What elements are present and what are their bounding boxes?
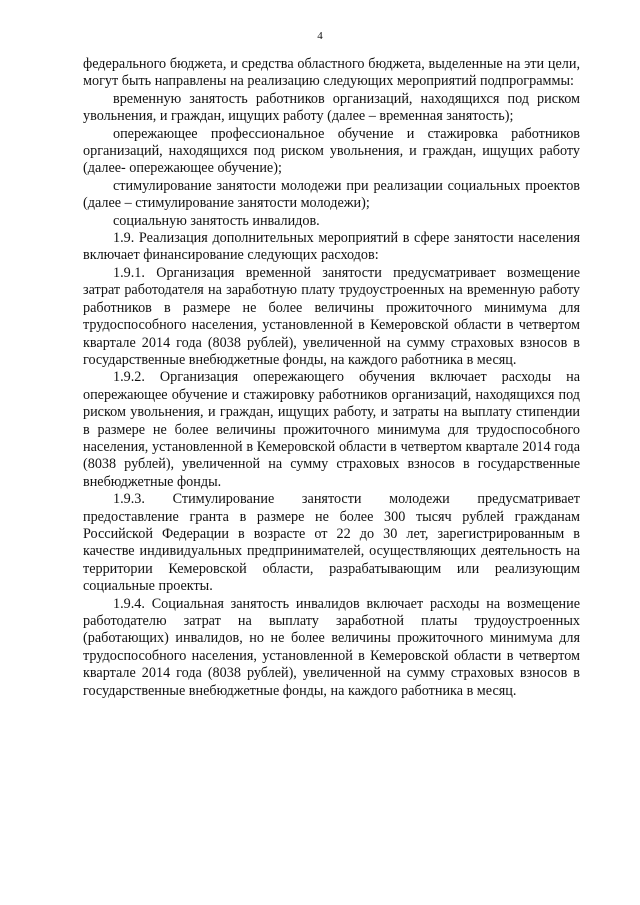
section-1-9-3: 1.9.3. Стимулирование занятости молодежи предусматривает предоставление гранта в размере не более 300 тысяч рублей гражданам Российской Федерации в возрасте от 22 до 30 лет, зарегистрированным в качестве индивидуальных предпринимателей, осуществляющих деятельность на территории Кемеровской области, разрабатывающим или реализующим социальные проекты. [83,491,580,595]
document-body [83,56,580,700]
section-1-9-4: 1.9.4. Социальная занятость инвалидов включает расходы на возмещение работодателю затрат на выплату заработной платы трудоустроенных (работающих) инвалидов, но не более величины прожиточного минимума для трудоспособного населения, установленной в Кемеровской области в четвертом квартале 2014 года (8038 рублей), увеличенной на сумму страховых взносов в государственные внебюджетные фонды, на каждого работника в месяц. [83,595,580,699]
list-item-advance-training: опережающее профессиональное обучение и стажировка работников организаций, находящихся под риском увольнения, и граждан, ищущих работу (далее- опережающее обучение); [83,125,580,177]
page-number: 4 [317,30,323,42]
list-item-temporary-employment: временную занятость работников организаций, находящихся под риском увольнения, и граждан, ищущих работу (далее – временная занятость); [83,90,580,125]
list-item-disabled-employment: социальную занятость инвалидов. [113,212,320,229]
section-1-9-1: 1.9.1. Организация временной занятости предусматривает возмещение затрат работодателя на заработную плату трудоустроенных на временную работу работников в размере не более величины прожиточного минимума для трудоспособного населения, установленной в Кемеровской области в четвертом квартале 2014 года (8038 рублей), увеличенной на сумму страховых взносов в государственные внебюджетные фонды, на каждого работника в месяц. [83,264,580,368]
list-item-youth-employment: стимулирование занятости молодежи при реализации социальных проектов (далее – стимулирование занятости молодежи); [83,177,580,212]
section-1-9-2: 1.9.2. Организация опережающего обучения включает расходы на опережающее обучение и стажировку работников организаций, находящихся под риском увольнения, и граждан, ищущих работу, и затраты на выплату стипендии в размере не более величины прожиточного минимума для трудоспособного населения, установленной в Кемеровской области в четвертом квартале 2014 года (8038 рублей), увеличенной на сумму страховых взносов в государственные внебюджетные фонды. [83,369,580,490]
paragraph-intro-continuation: федерального бюджета, и средства областного бюджета, выделенные на эти цели, могут быть направлены на реализацию следующих мероприятий подпрограммы: [83,56,580,90]
section-1-9: 1.9. Реализация дополнительных мероприятий в сфере занятости населения включает финансирование следующих расходов: [83,230,580,264]
